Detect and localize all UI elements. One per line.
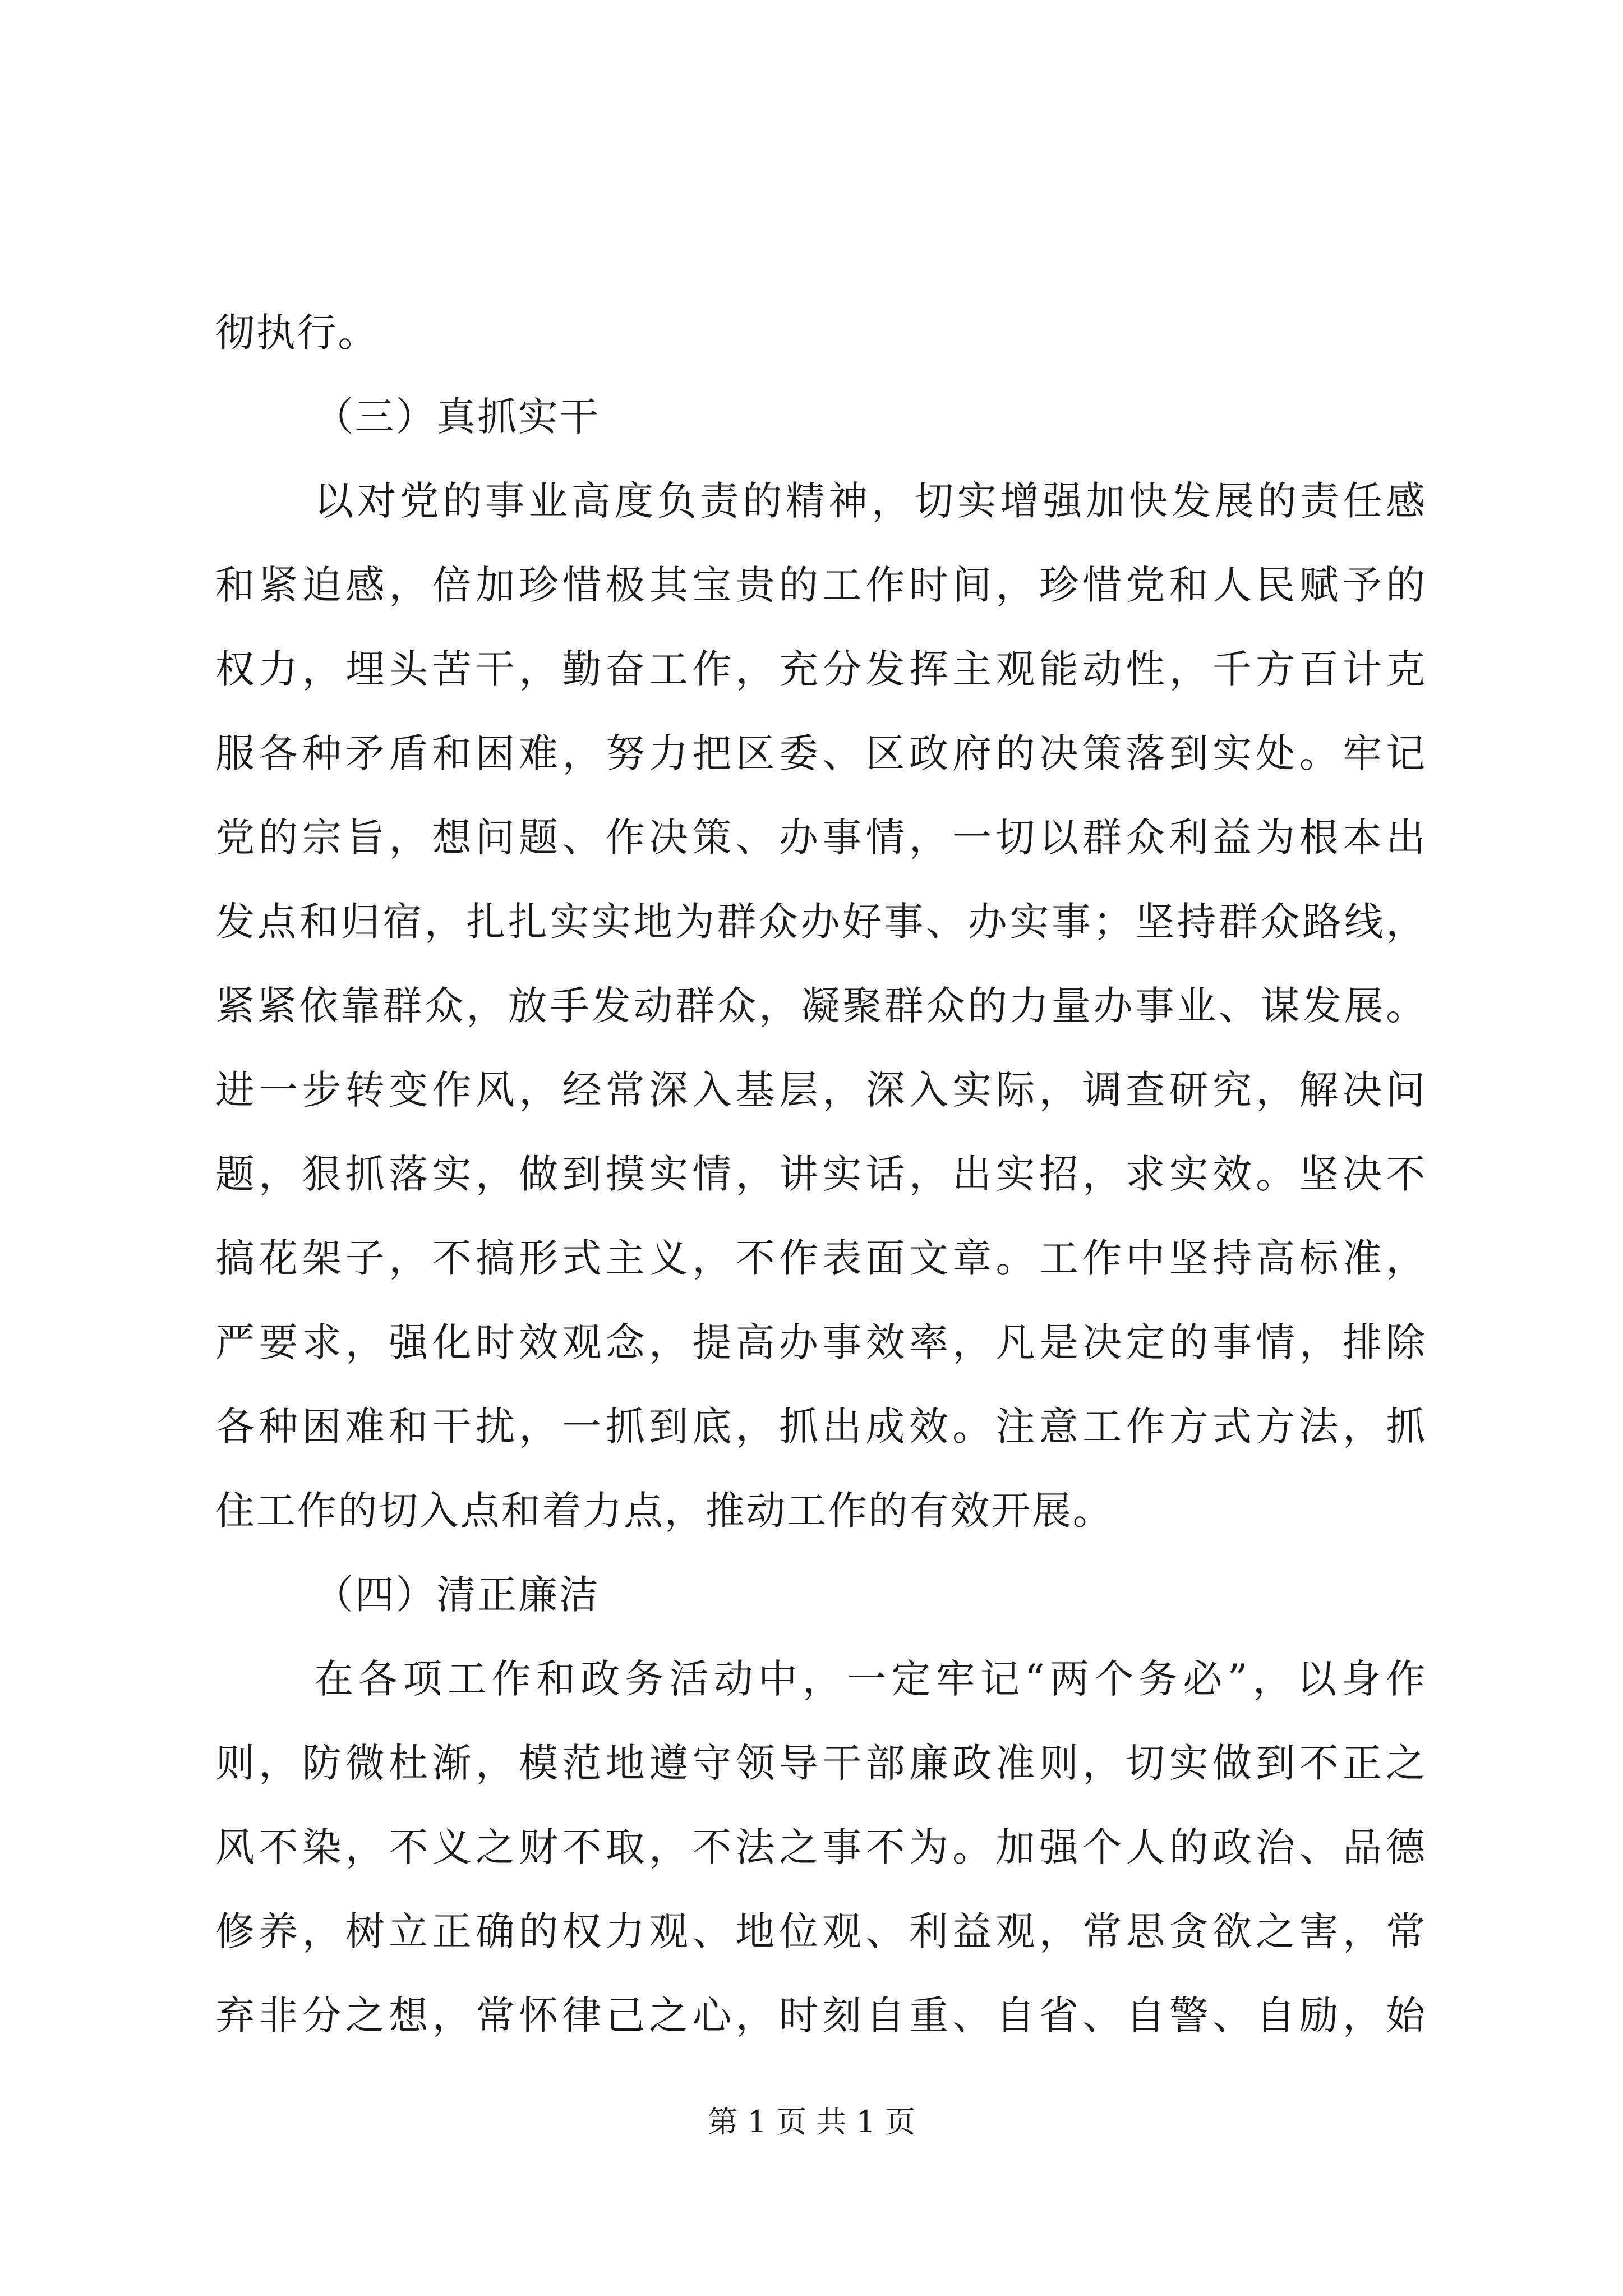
text-line: 发点和归宿，扎扎实实地为群众办好事、办实事；坚持群众路线，: [215, 899, 1427, 945]
text-line: 搞花架子，不搞形式主义，不作表面文章。工作中坚持高标准，: [215, 1235, 1427, 1281]
text-line: 进一步转变作风，经常深入基层，深入实际，调查研究，解决问: [215, 1067, 1427, 1113]
section-heading: （四）清正廉洁: [314, 1572, 600, 1618]
text-line: 风不染，不义之财不取，不法之事不为。加强个人的政治、品德: [215, 1824, 1427, 1870]
section-heading: （三）真抓实干: [314, 394, 600, 440]
text-line: 住工作的切入点和着力点，推动工作的有效开展。: [215, 1488, 1114, 1534]
text-line: 和紧迫感，倍加珍惜极其宝贵的工作时间，珍惜党和人民赋予的: [215, 562, 1427, 608]
text-line: 服各种矛盾和困难，努力把区委、区政府的决策落到实处。牢记: [215, 730, 1427, 776]
text-line: 彻执行。: [215, 310, 379, 356]
text-line: 修养，树立正确的权力观、地位观、利益观，常思贪欲之害，常: [215, 1908, 1427, 1954]
text-line: 紧紧依靠群众，放手发动群众，凝聚群众的力量办事业、谋发展。: [215, 983, 1427, 1029]
text-line: 弃非分之想，常怀律己之心，时刻自重、自省、自警、自励，始: [215, 1993, 1427, 2039]
text-line: 党的宗旨，想问题、作决策、办事情，一切以群众利益为根本出: [215, 815, 1427, 861]
text-line: 各种困难和干扰，一抓到底，抓出成效。注意工作方式方法，抓: [215, 1404, 1427, 1450]
text-line: 权力，埋头苦干，勤奋工作，充分发挥主观能动性，千方百计克: [215, 646, 1427, 692]
text-line: 以对党的事业高度负责的精神，切实增强加快发展的责任感: [314, 478, 1427, 524]
text-line: 严要求，强化时效观念，提高办事效率，凡是决定的事情，排除: [215, 1319, 1427, 1365]
text-line: 题，狠抓落实，做到摸实情，讲实话，出实招，求实效。坚决不: [215, 1151, 1427, 1197]
page-footer: 第 1 页 共 1 页: [707, 2104, 916, 2139]
text-line: 则，防微杜渐，模范地遵守领导干部廉政准则，切实做到不正之: [215, 1740, 1427, 1786]
text-line: 在各项工作和政务活动中，一定牢记“两个务必”，以身作: [314, 1656, 1427, 1702]
